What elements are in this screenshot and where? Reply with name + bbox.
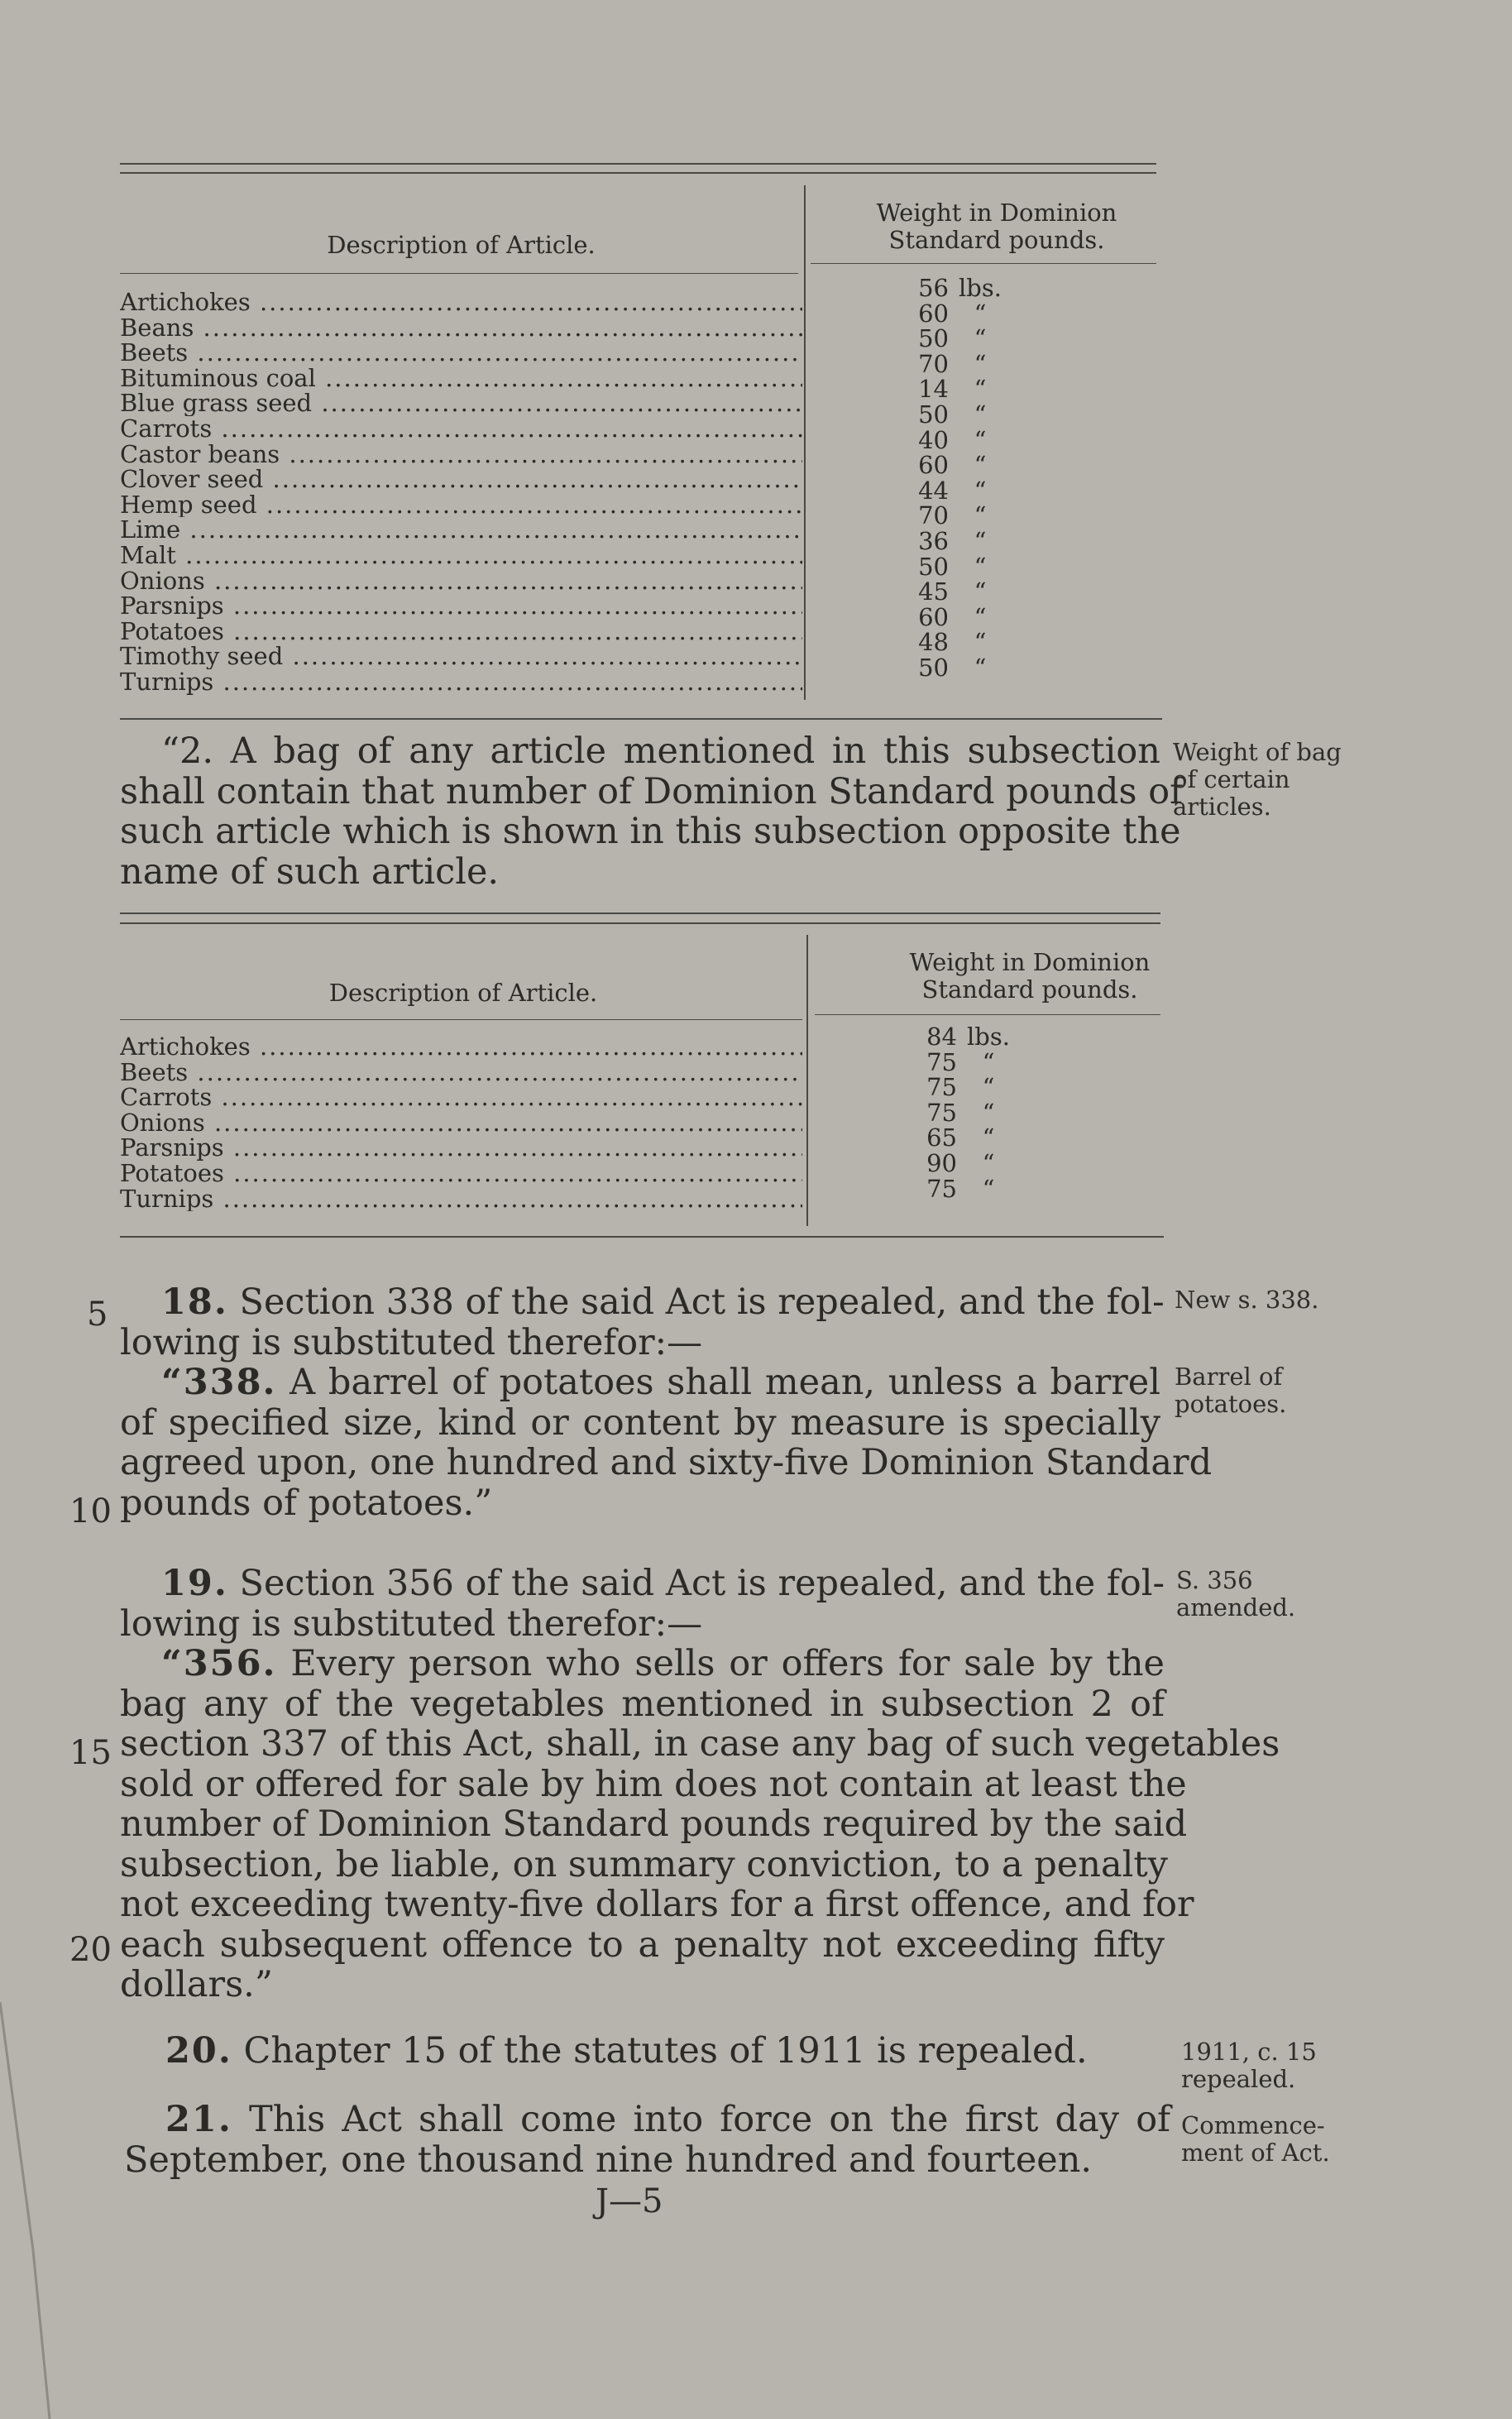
margin-note-barrel-of-potatoes	[1175, 1363, 1286, 1418]
article-name: Carrots .....	[120, 416, 802, 442]
section-18-first-line: Section 338 of the said Act is repealed, and the fol-	[239, 1281, 1165, 1323]
subsection-2-line: name of such article.	[120, 850, 500, 893]
section-21-line-1	[124, 2100, 1170, 2140]
weight-row	[914, 1176, 1013, 1202]
table-1-articles	[120, 290, 802, 695]
article-name: Parsnips .....	[120, 1135, 802, 1161]
margin-note-line: articles.	[1173, 793, 1271, 821]
article-name: Carrots .....	[120, 1085, 802, 1110]
weight-value: 75	[926, 1047, 957, 1076]
section-18-line-2: lowing is substituted therefor:—	[120, 1321, 703, 1363]
table-1-top-rule-1	[120, 163, 1156, 165]
weight-unit: “	[982, 1174, 995, 1203]
weight-unit: “	[974, 451, 987, 480]
article-name: Onions .....	[120, 568, 802, 594]
weight-row	[914, 1148, 1013, 1177]
article-name: Lime .....	[120, 517, 802, 543]
weight-value: 14	[918, 375, 949, 404]
weight-value: 50	[918, 400, 949, 429]
weight-row	[906, 349, 1005, 378]
weight-unit: “	[974, 552, 987, 581]
margin-note-s-356-amended	[1176, 1567, 1295, 1621]
body-line: section 337 of this Act, shall, in case any bag of such vegetables	[120, 1723, 1280, 1765]
weight-row	[914, 1125, 1013, 1151]
weight-row	[906, 630, 1005, 655]
weight-row	[914, 1100, 1013, 1126]
section-19-number: 19.	[161, 1563, 228, 1604]
table-2-description-header: Description of Article.	[328, 979, 598, 1007]
weight-unit: lbs.	[967, 1023, 1010, 1051]
body-line: number of Dominion Standard pounds required by the said	[120, 1803, 1188, 1845]
weight-value: 70	[918, 501, 949, 530]
subsection-2-text	[120, 730, 1184, 893]
section-338-number: “338.	[161, 1362, 277, 1403]
weight-row	[906, 402, 1005, 428]
table-1-weight-header	[815, 199, 1179, 254]
weight-unit: “	[974, 501, 987, 530]
table-1-header-rule-right	[811, 263, 1156, 264]
table-2-articles	[120, 1034, 802, 1211]
section-18	[120, 1281, 1213, 1524]
weight-unit: “	[982, 1098, 995, 1127]
weight-value: 40	[918, 425, 949, 454]
margin-note-line: Weight of bag	[1173, 738, 1342, 766]
weight-unit: “	[974, 476, 987, 505]
weight-unit: “	[974, 628, 987, 657]
subsection-2-line: such article which is shown in this subsection opposite the	[120, 811, 1181, 852]
article-name: Bituminous coal .....	[120, 366, 802, 391]
weight-row	[906, 554, 1005, 580]
article-name: Beets .....	[120, 340, 802, 366]
table-2-weight-header	[848, 949, 1212, 1004]
weight-unit: “	[974, 375, 987, 404]
line-number-15: 15	[69, 1734, 112, 1772]
table-1-description-header: Description of Article.	[327, 231, 596, 259]
table-2-top-rule-1	[120, 913, 1160, 914]
weight-row	[906, 275, 1005, 301]
line-number-5: 5	[87, 1296, 108, 1334]
section-20	[120, 2031, 1162, 2072]
section-19-sub-line-1	[120, 1644, 1165, 1684]
section-338-body	[120, 1401, 1213, 1524]
weight-value: 45	[918, 577, 949, 606]
weight-unit: “	[974, 324, 987, 353]
article-name: Castor beans .....	[120, 442, 802, 467]
body-line: dollars.”	[120, 1964, 273, 2005]
article-name: Turnips .....	[120, 669, 802, 695]
weight-unit: “	[974, 526, 987, 555]
table-2-header-rule-right	[815, 1014, 1160, 1015]
table-1-weights	[906, 275, 1005, 681]
table-1-bottom-rule	[120, 718, 1162, 720]
margin-note-line: amended.	[1176, 1593, 1296, 1621]
table-2-bottom-rule	[120, 1236, 1164, 1238]
weight-unit: “	[974, 299, 987, 328]
weight-value: 90	[926, 1148, 957, 1177]
article-name: Potatoes .....	[120, 1161, 802, 1186]
weight-header-line-2: Standard pounds.	[921, 975, 1138, 1004]
weight-value: 70	[918, 349, 949, 378]
margin-note-line: ment of Act.	[1181, 2139, 1330, 2167]
section-21	[124, 2100, 1170, 2180]
article-name: Blue grass seed .....	[120, 390, 802, 416]
weight-row	[906, 503, 1005, 529]
weight-row	[906, 655, 1005, 681]
article-name: Beets .....	[120, 1060, 802, 1085]
weight-unit: “	[982, 1123, 995, 1152]
margin-note-line: potatoes.	[1175, 1390, 1287, 1418]
section-21-number: 21.	[165, 2099, 232, 2140]
section-19-first-line: Section 356 of the said Act is repealed, and the fol-	[239, 1563, 1165, 1604]
section-356-number: “356.	[161, 1643, 277, 1684]
section-20-number: 20.	[165, 2030, 232, 2072]
weight-row	[906, 326, 1005, 352]
section-18-sub-line-1	[120, 1363, 1160, 1403]
section-21-first-line: This Act shall come into force on the first day of	[249, 2099, 1171, 2140]
margin-note-new-s-338: New s. 338.	[1175, 1286, 1319, 1314]
body-line: sold or offered for sale by him does not contain at least the	[120, 1763, 1187, 1805]
section-21-line-2: September, one thousand nine hundred and fourteen.	[124, 2139, 1093, 2181]
margin-note-weight-of-bag	[1173, 739, 1342, 821]
margin-note-line: 1911, c. 15	[1181, 2038, 1317, 2066]
article-name: Potatoes .....	[120, 619, 802, 644]
weight-row	[906, 478, 1005, 504]
weight-value: 60	[918, 602, 949, 631]
weight-header-line-2: Standard pounds.	[888, 226, 1105, 254]
weight-row	[906, 526, 1005, 555]
weight-unit: “	[982, 1073, 995, 1102]
body-line: agreed upon, one hundred and sixty-five Dominion Standard	[120, 1442, 1213, 1483]
margin-note-line: Barrel of	[1175, 1363, 1283, 1391]
section-20-line	[120, 2031, 1162, 2072]
weight-header-line-1: Weight in Dominion	[909, 948, 1151, 976]
section-356-first-line: Every person who sells or offers for sale by the	[290, 1643, 1165, 1684]
weight-row	[906, 425, 1005, 454]
body-line: subsection, be liable, on summary conviction, to a penalty	[120, 1843, 1168, 1885]
section-338-first-line: A barrel of potatoes shall mean, unless a barrel	[289, 1362, 1161, 1403]
article-name: Beans .....	[120, 315, 802, 341]
article-name: Artichokes .....	[120, 290, 802, 315]
article-name: Turnips .....	[120, 1186, 802, 1212]
table-1-column-divider	[804, 185, 806, 700]
weight-row	[906, 602, 1005, 631]
article-name: Clover seed .....	[120, 467, 802, 492]
article-name: Timothy seed .....	[120, 644, 802, 669]
body-line: not exceeding twenty-five dollars for a first offence, and for	[120, 1884, 1194, 1925]
table-2-top-rule-2	[120, 922, 1160, 924]
margin-note-1911-c-15-repealed	[1181, 2038, 1317, 2093]
weight-value: 48	[918, 628, 949, 657]
article-name: Parsnips .....	[120, 593, 802, 619]
line-number-20: 20	[69, 1931, 112, 1969]
weight-value: 60	[918, 451, 949, 480]
weight-value: 60	[918, 299, 949, 328]
weight-unit: “	[974, 425, 987, 454]
weight-unit: “	[974, 400, 987, 429]
table-2-header-rule-left	[120, 1019, 802, 1020]
article-name: Hemp seed .....	[120, 492, 802, 518]
margin-note-line: repealed.	[1181, 2065, 1296, 2093]
weight-row	[906, 453, 1005, 478]
weight-unit: “	[982, 1148, 995, 1177]
margin-note-line: Commence-	[1181, 2111, 1325, 2139]
table-2-weights	[914, 1024, 1013, 1201]
weight-unit: “	[982, 1047, 995, 1076]
weight-row	[906, 301, 1005, 327]
margin-note-commencement-of-act	[1181, 2112, 1330, 2167]
weight-value: 44	[918, 476, 949, 505]
section-19-line-2: lowing is substituted therefor:—	[120, 1602, 703, 1645]
weight-value: 75	[926, 1098, 957, 1127]
margin-note-line: of certain	[1173, 765, 1290, 793]
weight-value: 75	[926, 1174, 957, 1203]
weight-unit: “	[974, 577, 987, 606]
weight-value: 50	[918, 324, 949, 353]
table-1-top-rule-2	[120, 172, 1156, 174]
weight-row	[914, 1047, 1013, 1076]
page-footer: J—5	[596, 2182, 663, 2220]
table-2-column-divider	[806, 935, 808, 1226]
article-name: Onions .....	[120, 1110, 802, 1136]
article-name: Artichokes .....	[120, 1034, 802, 1060]
line-number-10: 10	[69, 1492, 112, 1530]
body-line: bag any of the vegetables mentioned in subsection 2 of	[120, 1683, 1165, 1725]
paper-fold-mark	[0, 2002, 99, 2419]
weight-row	[914, 1075, 1013, 1100]
section-356-body	[120, 1683, 1280, 2005]
weight-header-line-1: Weight in Dominion	[876, 199, 1117, 227]
section-18-number: 18.	[161, 1281, 228, 1323]
body-line: pounds of potatoes.”	[120, 1482, 493, 1524]
weight-row	[914, 1024, 1013, 1050]
weight-value: 50	[918, 552, 949, 581]
weight-row	[906, 376, 1005, 402]
weight-unit: “	[974, 653, 987, 682]
section-18-line-1	[120, 1281, 1165, 1323]
body-line: each subsequent offence to a penalty not exceeding fifty	[120, 1923, 1165, 1966]
margin-note-line: S. 356	[1176, 1566, 1253, 1594]
section-19-line-1	[120, 1564, 1165, 1604]
weight-value: 75	[926, 1073, 957, 1102]
weight-unit: “	[974, 349, 987, 378]
article-name: Malt .....	[120, 543, 802, 568]
body-line: of specified size, kind or content by measure is specially	[120, 1401, 1160, 1444]
table-1-header-rule-left	[120, 273, 798, 274]
weight-value: 65	[926, 1123, 957, 1152]
weight-unit: “	[974, 602, 987, 631]
section-20-text: Chapter 15 of the statutes of 1911 is repealed.	[243, 2030, 1088, 2072]
subsection-2-line: shall contain that number of Dominion Standard pounds of	[120, 770, 1184, 812]
weight-value: 84	[926, 1023, 957, 1051]
weight-unit: lbs.	[959, 274, 1002, 302]
weight-value: 56	[918, 274, 949, 302]
subsection-2-line: “2. A bag of any article mentioned in this subsection	[161, 730, 1160, 772]
weight-row	[906, 579, 1005, 605]
weight-value: 36	[918, 526, 949, 555]
weight-value: 50	[918, 653, 949, 682]
